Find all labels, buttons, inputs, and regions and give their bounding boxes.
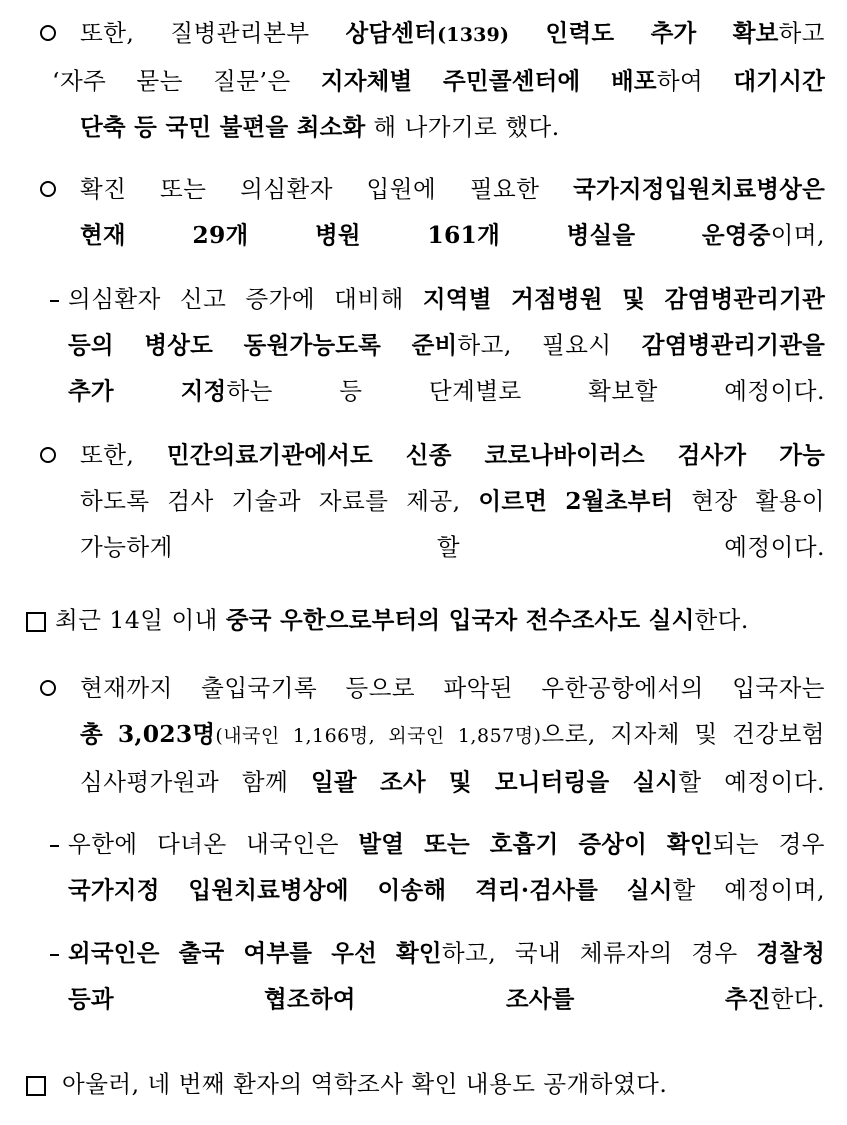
circle-bullet-icon: [40, 181, 56, 197]
paragraph-section-7: [68, 821, 825, 913]
text-line: 외국인은 출국 여부를 우선 확인하고, 국내 체류자의 경우 경찰청: [68, 939, 825, 967]
text-line: 아울러, 네 번째 환자의 역학조사 확인 내용도 공개하였다.: [62, 1070, 668, 1098]
text-line: 또한, 민간의료기관에서도 신종 코로나바이러스 검사가 가능: [80, 441, 826, 469]
circle-bullet-icon: [40, 680, 56, 696]
text-line: 하도록 검사 기술과 자료를 제공, 이르면 2월초부터 현장 활용이: [80, 487, 826, 515]
paragraph-section-2: [80, 166, 825, 258]
text-line: 우한에 다녀온 내국인은 발열 또는 호흡기 증상이 확인되는 경우: [68, 830, 826, 858]
text-line: 현재까지 출입국기록 등으로 파악된 우한공항에서의 입국자는: [80, 674, 825, 702]
circle-bullet-icon: [40, 25, 56, 41]
paragraph-section-3: [68, 276, 825, 414]
dash-bullet-icon: [50, 300, 59, 302]
circle-bullet-icon: [40, 447, 56, 463]
paragraph-section-8: [68, 930, 825, 1022]
paragraph-section-1: [52, 10, 825, 150]
text-line: 단축 등 국민 불편을 최소화 해 나가기로 했다.: [80, 113, 560, 141]
text-line: 현재 29개 병원 161개 병실을 운영중이며,: [80, 221, 825, 249]
text-line: 추가 지정하는 등 단계별로 확보할 예정이다.: [68, 377, 825, 405]
text-line: 의심환자 신고 증가에 대비해 지역별 거점병원 및 감염병관리기관: [68, 285, 825, 313]
paragraph-section-4: [80, 432, 825, 570]
dash-bullet-icon: [50, 954, 59, 956]
paragraph-section-6: [80, 665, 825, 805]
text-line: 등의 병상도 동원가능도록 준비하고, 필요시 감염병관리기관을: [68, 331, 826, 359]
text-line: 총 3,023명(내국인 1,166명, 외국인 1,857명)으로, 지자체 및 건강보험: [80, 720, 825, 748]
checkbox-square-icon: [26, 1076, 46, 1096]
text-line: 등과 협조하여 조사를 추진한다.: [68, 985, 825, 1013]
text-line: ‘자주 묻는 질문’은 지자체별 주민콜센터에 배포하여 대기시간: [52, 67, 825, 95]
text-line: 최근 14일 이내 중국 우한으로부터의 입국자 전수조사도 실시한다.: [55, 606, 749, 634]
dash-bullet-icon: [50, 845, 59, 847]
text-line: 확진 또는 의심환자 입원에 필요한 국가지정입원치료병상은: [80, 175, 825, 203]
checkbox-square-icon: [26, 612, 46, 632]
text-line: 가능하게 할 예정이다.: [80, 533, 825, 561]
heading-section-9: [62, 1061, 825, 1107]
text-line: 또한, 질병관리본부 상담센터(1339) 인력도 추가 확보하고: [80, 19, 825, 47]
heading-section-5: [55, 597, 825, 643]
text-line: 국가지정 입원치료병상에 이송해 격리·검사를 실시할 예정이며,: [68, 876, 825, 904]
text-line: 심사평가원과 함께 일괄 조사 및 모니터링을 실시할 예정이다.: [80, 768, 825, 796]
